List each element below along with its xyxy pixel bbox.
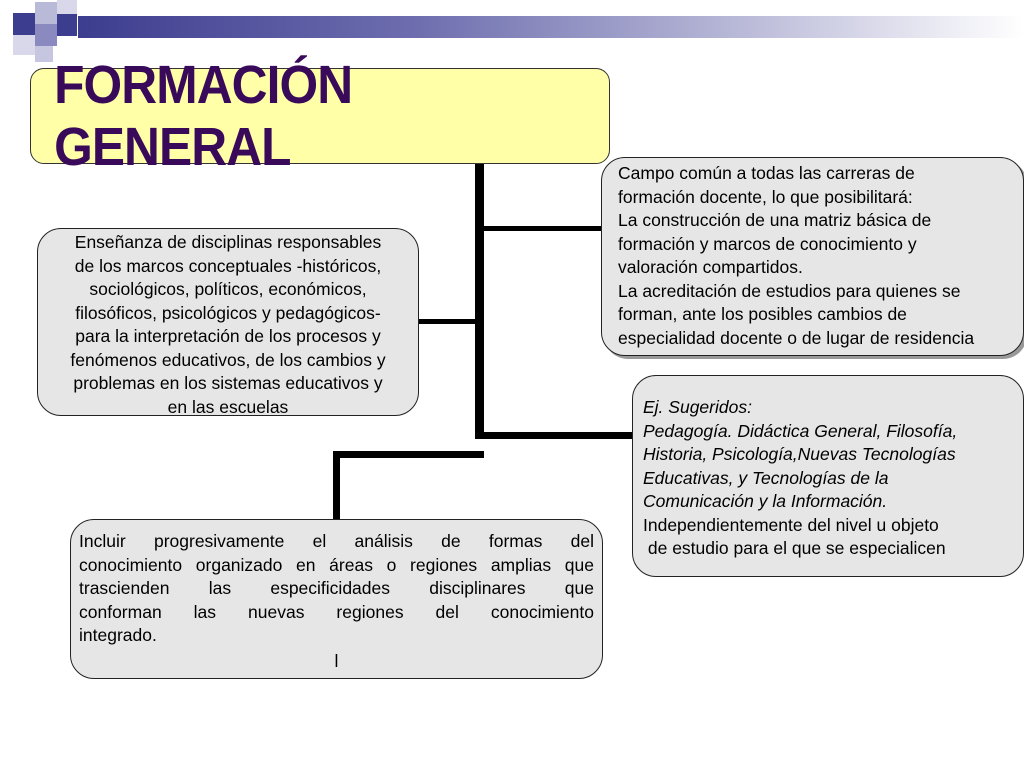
right-top-box-line: La construcción de una matriz básica de bbox=[618, 210, 932, 230]
left-box-line: para la interpretación de los procesos y bbox=[75, 326, 381, 346]
right-top-box-line: La acreditación de estudios para quienes se bbox=[618, 280, 961, 301]
left-box-line: sociológicos, políticos, económicos, bbox=[89, 279, 367, 299]
right-top-box-line: formación docente, lo que posibilitará: bbox=[618, 186, 913, 207]
deco-square-5 bbox=[57, 14, 77, 36]
bottom-box-line: conocimiento organizado en áreas o regiones amplias que bbox=[79, 554, 594, 575]
bottom-box-line: Incluir progresivamente el análisis de formas del bbox=[79, 531, 594, 551]
right-mid-box-line: Educativas, y Tecnologías de la bbox=[643, 467, 889, 488]
right-mid-box-line: de estudio para el que se especialicen bbox=[643, 538, 946, 558]
deco-square-3 bbox=[57, 0, 77, 14]
bottom-box-line: trascienden las especificidades disciplinares que bbox=[79, 578, 594, 598]
connector-down-horizontal bbox=[333, 451, 484, 458]
bottom-box-line: conforman las nuevas regiones del conocimiento bbox=[79, 601, 594, 622]
right-mid-box-line: Comunicación y la Información. bbox=[643, 491, 888, 511]
right-top-box-line: valoración compartidos. bbox=[618, 257, 803, 277]
connector-to-right-top bbox=[475, 226, 610, 231]
bottom-box-trailing-mark: l bbox=[334, 650, 339, 671]
left-box-line: Enseñanza de disciplinas responsables bbox=[74, 232, 382, 252]
right-mid-box-line: Pedagogía. Didáctica General, Filosofía, bbox=[643, 420, 958, 441]
connector-down-vertical bbox=[333, 451, 340, 521]
page-title: FORMACIÓN GENERAL bbox=[54, 55, 353, 177]
right-mid-box-line: Historia, Psicología,Nuevas Tecnologías bbox=[643, 444, 956, 464]
right-top-box-line: Campo común a todas las carreras de bbox=[618, 163, 915, 183]
bottom-box-conocimiento bbox=[70, 519, 603, 679]
title-box bbox=[30, 55, 610, 177]
left-box-line: filosóficos, psicológicos y pedagógicos- bbox=[75, 302, 381, 323]
bottom-box-line: integrado. bbox=[79, 625, 157, 645]
deco-square-4 bbox=[35, 24, 57, 46]
right-mid-box-line: Ej. Sugeridos: bbox=[643, 397, 752, 417]
deco-square-2 bbox=[35, 2, 57, 24]
right-top-box-line: especialidad docente o de lugar de residencia bbox=[618, 327, 975, 348]
right-mid-box-ejemplos bbox=[632, 375, 1024, 577]
right-top-box-campo-comun bbox=[601, 157, 1024, 356]
connector-main-vertical bbox=[475, 163, 484, 438]
right-top-box-line: forman, ante los posibles cambios de bbox=[618, 304, 907, 324]
connector-to-right-mid bbox=[475, 432, 633, 439]
connector-to-left bbox=[418, 319, 480, 324]
left-box-line: en las escuelas bbox=[167, 396, 289, 417]
deco-square-6 bbox=[13, 35, 35, 55]
left-box-disciplinas bbox=[37, 228, 419, 416]
right-top-box-line: formación y marcos de conocimiento y bbox=[618, 233, 917, 254]
left-box-line: de los marcos conceptuales -históricos, bbox=[74, 255, 382, 276]
left-box-line: problemas en los sistemas educativos y bbox=[73, 373, 383, 393]
header-gradient-bar bbox=[78, 16, 1024, 38]
left-box-line: fenómenos educativos, de los cambios y bbox=[70, 349, 386, 370]
deco-square-1 bbox=[13, 13, 35, 35]
right-mid-box-line: Independientemente del nivel u objeto bbox=[643, 514, 939, 535]
deco-square-7 bbox=[35, 46, 53, 62]
